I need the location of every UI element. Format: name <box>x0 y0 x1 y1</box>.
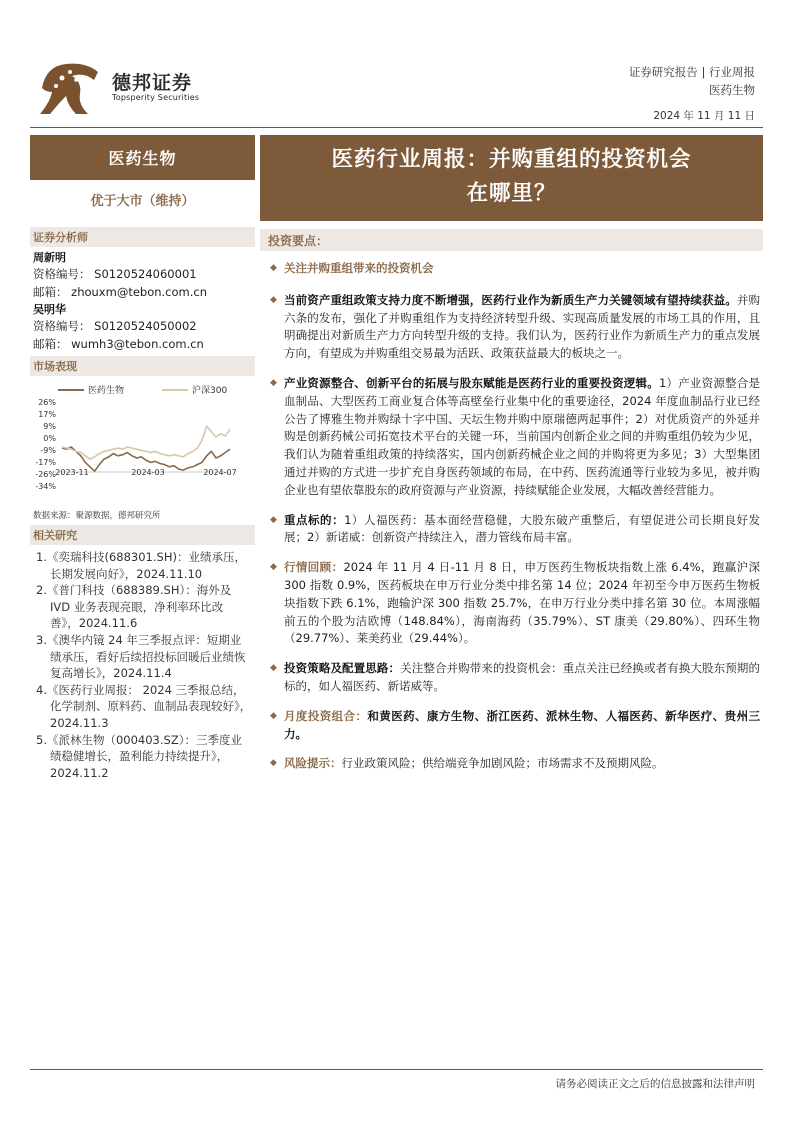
analyst-name: 周新明 <box>33 251 66 264</box>
title-line-2: 在哪里？ <box>466 181 557 206</box>
key-point-heading: ◆ 关注并购重组带来的投资机会 <box>270 260 760 278</box>
related-item[interactable]: 3.《澳华内镜 24 年三季报点评：短期业绩承压，看好后续招投标回暖后业绩恢复高增长》，2024.11.4 <box>36 632 246 681</box>
chart-source: 数据来源：聚源数据，德邦研究所 <box>33 511 161 521</box>
sector-label: 医药生物 <box>30 135 255 180</box>
bullet-icon: ◆ <box>270 294 277 305</box>
legend-label: 医药生物 <box>88 386 125 396</box>
company-name-cn: 德邦证券 <box>112 72 193 94</box>
analyst-cert: 资格编号： S0120524060001 <box>33 267 197 281</box>
report-title <box>260 135 763 221</box>
y-tick-label: 26% <box>38 398 56 407</box>
rating: 优于大市（维持） <box>90 194 195 209</box>
analysts-header: 证券分析师 <box>30 227 255 247</box>
key-point: ◆ 产业资源整合、创新平台的拓展与股东赋能是医药行业的重要投资逻辑。1）产业资源整合是血制品、大型医药工商业复合体等高壁垒行业集中化的重要途径，2024 年度血制品行业已经公告了博雅生物并购绿十字中国、天坛生物并购中原瑞德两起事件；2）对优质资产的外延并购是创新药械公司拓宽技术平台的关键一环，当前国内创新企业之间的并购重组仍较为少见，我们认为随着重组政策的持续落实，国内创新药械企业之间的并购将更为多见；3）大型集团通过并购的方式进一步扩充自身医药领域的布局，在中药、医药流通等行业较为多见，被并购企业也有望依靠股东的政府资源与产业资源，持续赋能企业发展，大幅改善经营能力。 <box>270 375 760 497</box>
bullet-icon: ◆ <box>270 514 277 525</box>
report-date: 2024 年 11 月 11 日 <box>653 110 755 122</box>
market-performance-chart <box>30 380 255 492</box>
x-tick-label: 2023-11 <box>55 468 89 477</box>
report-type: 证券研究报告 | 行业周报 <box>628 65 755 79</box>
bullet-icon: ◆ <box>270 377 277 388</box>
key-point: ◆ 投资策略及配置思路：关注整合并购带来的投资机会：重点关注已经换或者有换大股东预期的标的，如人福医药、新诺威等。 <box>270 661 760 693</box>
related-item[interactable]: 5.《派林生物（000403.SZ）：三季度业绩稳健增长，盈利能力持续提升》，2024.11.2 <box>36 732 242 780</box>
x-tick-label: 2024-07 <box>203 468 237 477</box>
key-point: ◆ 月度投资组合：和黄医药、康方生物、浙江医药、派林生物、人福医药、新华医疗、贵州三力。 <box>270 708 760 741</box>
analyst-name: 吴明华 <box>33 303 66 316</box>
y-tick-label: -17% <box>35 458 56 467</box>
market-header: 市场表现 <box>30 356 255 376</box>
analyst-email[interactable]: 邮箱： zhouxm@tebon.com.cn <box>33 285 208 299</box>
analyst-cert: 资格编号： S0120524050002 <box>33 319 197 333</box>
header-sector: 医药生物 <box>709 83 755 97</box>
footer-disclaimer[interactable]: 请务必阅读正文之后的信息披露和法律声明 <box>555 1078 755 1090</box>
footer-divider <box>30 1069 763 1070</box>
company-name-en: Topsperity Securities <box>112 93 200 102</box>
bullet-icon: ◆ <box>270 710 277 721</box>
title-line-1: 医药行业周报：并购重组的投资机会 <box>331 147 692 172</box>
y-tick-label: 17% <box>38 410 56 419</box>
bullet-icon: ◆ <box>270 758 277 769</box>
bullet-icon: ◆ <box>270 263 277 273</box>
y-tick-label: 0% <box>43 434 56 443</box>
x-tick-label: 2024-03 <box>131 468 165 477</box>
related-research-list <box>36 549 252 781</box>
analyst-email[interactable]: 邮箱： wumh3@tebon.com.cn <box>33 337 204 351</box>
y-tick-label: 9% <box>43 422 56 431</box>
bullet-icon: ◆ <box>270 562 277 573</box>
y-tick-label: -26% <box>35 470 56 479</box>
key-point: ◆ 风险提示：行业政策风险；供给端竞争加剧风险；市场需求不及预期风险。 <box>270 755 760 773</box>
related-item[interactable]: 4.《医药行业周报： 2024 三季报总结，化学制剂、原料药、血制品表现较好》，2024.11.3 <box>36 682 252 730</box>
header-divider <box>30 127 763 128</box>
y-tick-label: -9% <box>40 446 56 455</box>
related-item[interactable]: 1.《奕瑞科技(688301.SH)：业绩承压，长期发展向好》，2024.11.10 <box>36 550 246 581</box>
related-item[interactable]: 2.《普门科技（688389.SH）：海外及 IVD 业务表现亮眼，净利率环比改善》，2024.11.6 <box>36 583 232 631</box>
related-research-header: 相关研究 <box>30 525 255 545</box>
bullet-icon: ◆ <box>270 663 277 674</box>
key-points-body <box>270 260 760 785</box>
company-logo <box>36 58 104 120</box>
key-point: ◆ 行情回顾：2024 年 11 月 4 日-11 月 8 日，申万医药生物板块指数上涨 6.4%，跑赢沪深 300 指数 0.9%，医药板块在申万行业分类中排名第 14 位；2024 年初至今申万医药生物板块指数下跌 6.1%，跑输沪深 300 指数 25.7%，在申万行业分类中排名第 30 位。本周涨幅前五的个股为洁欧博（148.84%），海南海药（35.79%）、ST 康美（29.80%）、四环生物（29.77%）、莱美药业（29.44%）。 <box>270 560 760 646</box>
key-point: ◆ 重点标的：1）人福医药：基本面经营稳健，大股东破产重整后，有望促进公司长期良好发展；2）新诺威：创新资产持续注入，潜力管线布局丰富。 <box>270 512 761 545</box>
y-tick-label: -34% <box>35 482 56 491</box>
series-line <box>62 426 230 459</box>
key-point: ◆ 当前资产重组政策支持力度不断增强，医药行业作为新质生产力关键领域有望持续获益。并购六条的发布，强化了并购重组作为支持经济转型升级、实现高质量发展的市场工具的作用，且明确提出对新质生产力方向转型升级的支持。我们认为，医药行业作为新质生产力的重点发展方向，有望成为并购重组交易最为活跃、政策获益最大的板块之一。 <box>270 292 761 361</box>
legend-label: 沪深300 <box>192 386 228 396</box>
key-points-header: 投资要点： <box>260 229 763 251</box>
